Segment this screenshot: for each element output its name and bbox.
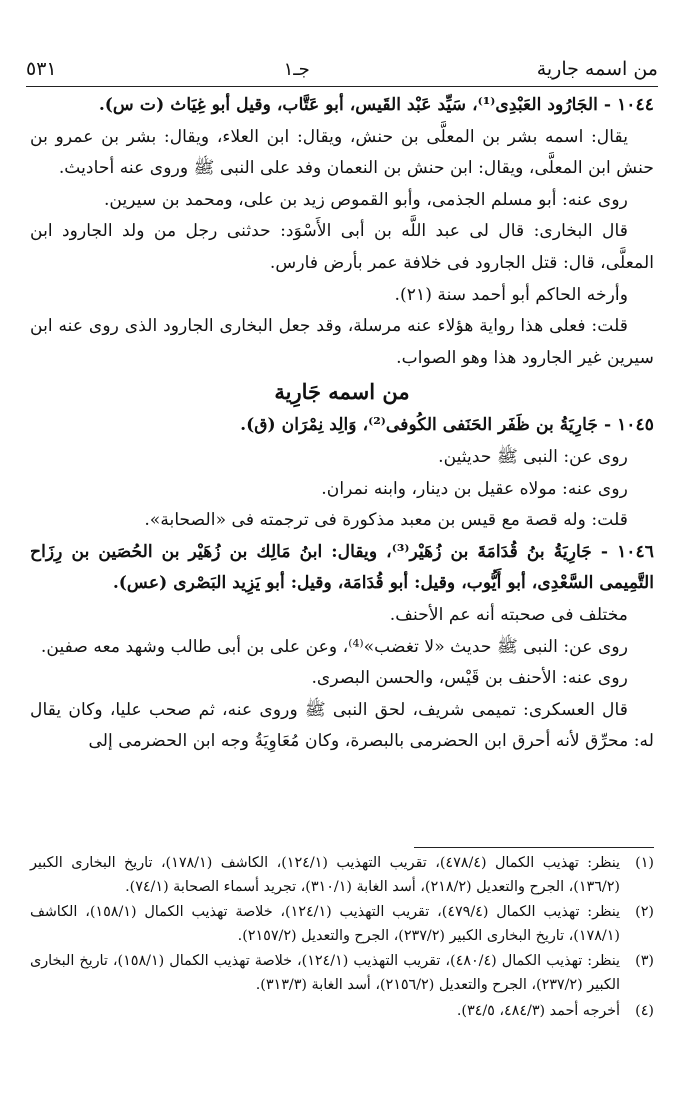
footnote — [30, 901, 654, 948]
paragraph: روى عنه: أبو مسلم الجذمى، وأبو القموص زيد بن على، ومحمد بن سيرين. — [103, 189, 628, 210]
main-text — [30, 90, 654, 758]
paragraph: مختلف فى صحبته أنه عم الأحنف. — [389, 604, 628, 625]
page-header — [26, 52, 658, 87]
paragraph: قال العسكرى: تميمى شريف، لحق النبى ﷺ وروى عنه، ثم صحب عليا، وكان يقال له: محرِّق لأنه أحرق ابن الحضرمى بالبصرة، وكان مُعَاوِيَةُ وجه ابن الحضرمى إلى — [30, 699, 654, 752]
footnote-number: (٣) — [635, 953, 654, 970]
paragraph: روى عنه: الأحنف بن قَيْس، والحسن البصرى. — [311, 668, 628, 689]
footnote — [30, 852, 654, 899]
paragraph: قال البخارى: قال لى عبد اللَّه بن أبى الأَسْوَد: حدثنى رجل من ولد الجارود ابن المعلَّى، قال: قتل الجارود فى خلافة عمر بأرض فارس. — [30, 221, 654, 273]
paragraph: روى عنه: مولاه عقيل بن دينار، وابنه نمران. — [321, 478, 628, 499]
paragraph: يقال: اسمه بشر بن المعلَّى بن حنش، ويقال: ابن العلاء، ويقال: بشر بن عمرو بن حنش ابن المعلَّى، ويقال: ابن حنش بن النعمان وفد على النبى ﷺ وروى عنه أحاديث. — [30, 126, 654, 179]
footnote-number: (١) — [635, 855, 654, 871]
paragraph: روى عن: النبى ﷺ حديثين. — [438, 446, 628, 467]
page-number: ٥٣١ — [26, 58, 57, 80]
paragraph: وأرخه الحاكم أبو أحمد سنة (٢١). — [394, 284, 628, 305]
footnote — [30, 1000, 654, 1024]
entry-heading-1046: ١٠٤٦ - جَارِيَةُ بنُ قُدَامَةَ بن زُهَيْر⁽³⁾، ويقال: ابنُ مَالِك بن زُهَيْر بن الحُصَين بن رِزَاح التَّمِيمى السَّعْدِى، أبو أَيُّوب، وقيل: أبو قُدَامَة، وقيل: أبو يَزِيد البَصْرى (عس). — [30, 541, 654, 594]
section-heading: من اسمه جَارِية — [274, 379, 410, 405]
paragraph: قلت: فعلى هذا رواية هؤلاء عنه مرسلة، وقد جعل البخارى الجارود الذى روى عنه ابن سيرين غير الجارود هذا وهو الصواب. — [30, 316, 654, 368]
footnote-text: ينظر: تهذيب الكمال (٤٧٩/٤)، تقريب التهذيب (١٢٤/١)، خلاصة تهذيب الكمال (١٥٨/١)، الكاشف (١٧٨/١)، تاريخ البخارى الكبير (٢٣٧/٢)، الجرح والتعديل (٢١٥٧/٢). — [30, 904, 621, 944]
footnote-text: ينظر: تهذيب الكمال (٤٧٨/٤)، تقريب التهذيب (١٢٤/١)، الكاشف (١٧٨/١)، تاريخ البخارى الكبير (١٣٦/٢)، الجرح والتعديل (٢١٨/٢)، أسد الغابة (٣١٠/١)، تجريد أسماء الصحابة (٧٤/١). — [30, 855, 621, 895]
footnotes — [30, 852, 654, 1025]
volume-label: جـ١ — [283, 58, 310, 80]
paragraph: روى عن: النبى ﷺ حديث «لا تغضب»⁽⁴⁾، وعن على بن أبى طالب وشهد معه صفين. — [40, 636, 628, 657]
paragraph: قلت: وله قصة مع قيس بن معبد مذكورة فى ترجمته فى «الصحابة». — [144, 510, 628, 531]
running-title: من اسمه جارية — [536, 58, 658, 80]
footnote-text: ينظر: تهذيب الكمال (٤٨٠/٤)، تقريب التهذيب (١٢٤/١)، خلاصة تهذيب الكمال (١٥٨/١)، تاريخ البخارى الكبير (٢٣٧/٢)، الجرح والتعديل (٢١٥٦/٢)، أسد الغابة (٣١٣/٣). — [30, 953, 620, 993]
entry-heading-1044: ١٠٤٤ - الجَارُود العَبْدِى⁽¹⁾، سَيِّد عَبْد القَيس، أبو عَتَّاب، وقيل أبو غِيَاث (ت س). — [98, 95, 654, 115]
footnote-number: (٤) — [635, 1002, 654, 1019]
footnote-divider — [414, 847, 654, 848]
footnote-text: أخرجه أحمد (٤٨٤/٣، ٣٤/٥). — [456, 1002, 620, 1019]
footnote — [30, 950, 654, 997]
footnote-number: (٢) — [635, 904, 654, 921]
entry-heading-1045: ١٠٤٥ - جَارِيَةُ بن ظَفَر الحَنَفى الكُوفى⁽²⁾، وَالِد نِمْرَان (ق). — [240, 415, 654, 436]
